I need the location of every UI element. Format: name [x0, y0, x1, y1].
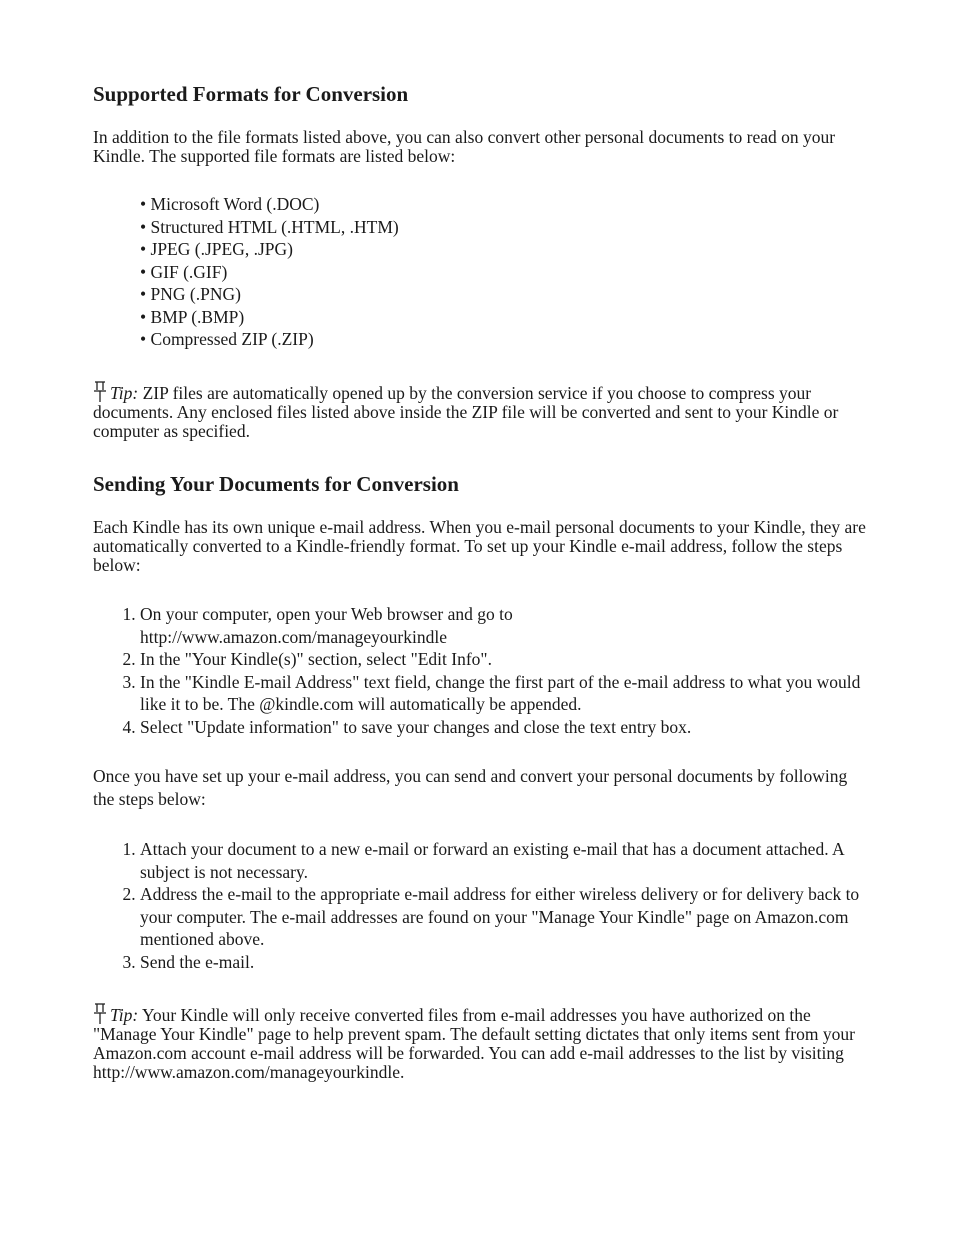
list-item: • BMP (.BMP) [140, 306, 399, 329]
list-item: 3. Send the e-mail. [140, 951, 868, 974]
tip-text: ZIP files are automatically opened up by the conversion service if you choose to compress your documents. Any enclosed files listed above inside the ZIP file will be converted and sent to your Kindle or computer as specified. [93, 383, 839, 441]
send-steps-list [93, 838, 868, 973]
list-item: 1. Attach your document to a new e-mail or forward an existing e-mail that has a document attached. A subject is not necessary. [140, 838, 868, 883]
tip-zip [93, 381, 868, 441]
list-item: 3. In the "Kindle E-mail Address" text field, change the first part of the e-mail address to what you would like it to be. The @kindle.com will automatically be appended. [140, 671, 868, 716]
list-item: • Microsoft Word (.DOC) [140, 193, 399, 216]
setup-steps-list [93, 603, 868, 738]
supported-formats-intro: In addition to the file formats listed above, you can also convert other personal documents to read on your Kindle. The supported file formats are listed below: [93, 127, 836, 166]
sending-documents-intro: Each Kindle has its own unique e-mail address. When you e-mail personal documents to your Kindle, they are automatically converted to a Kindle-friendly format. To set up your Kindle e-mail address, follow the steps below: [93, 517, 866, 575]
list-item: • PNG (.PNG) [140, 283, 399, 306]
send-steps-intro: Once you have set up your e-mail address, you can send and convert your personal documents by following the steps below: [93, 766, 848, 809]
pushpin-icon [93, 1003, 107, 1025]
tip-text: Your Kindle will only receive converted files from e-mail addresses you have authorized on the "Manage Your Kindle" page to help prevent spam. The default setting dictates that only items sent from your Amazon.com account e-mail address will be forwarded. You can add e-mail addresses to the list by visiting [93, 1005, 855, 1063]
list-item: • JPEG (.JPEG, .JPG) [140, 238, 399, 261]
format-list [140, 193, 399, 351]
section-heading-sending-documents: Sending Your Documents for Conversion [93, 472, 459, 496]
step-text: 1. On your computer, open your Web browser and go to [140, 604, 513, 624]
tip-label: Tip: [110, 1005, 139, 1025]
list-item: • Structured HTML (.HTML, .HTM) [140, 216, 399, 239]
list-item: • GIF (.GIF) [140, 261, 399, 284]
manage-kindle-url: http://www.amazon.com/manageyourkindle. [93, 1062, 405, 1082]
list-item: 4. Select "Update information" to save your changes and close the text entry box. [140, 716, 868, 739]
manage-kindle-url: http://www.amazon.com/manageyourkindle [140, 626, 447, 647]
section-heading-supported-formats: Supported Formats for Conversion [93, 82, 409, 106]
list-item: 2. Address the e-mail to the appropriate e-mail address for either wireless delivery or for delivery back to your computer. The e-mail addresses are found on your "Manage Your Kindle" page on Amazon.com mentioned above. [140, 883, 868, 951]
tip-label: Tip: [110, 383, 139, 403]
pushpin-icon [93, 381, 107, 403]
list-item [140, 603, 868, 648]
list-item: • Compressed ZIP (.ZIP) [140, 328, 399, 351]
tip-authorized-addresses [93, 1003, 868, 1082]
list-item: 2. In the "Your Kindle(s)" section, select "Edit Info". [140, 648, 868, 671]
